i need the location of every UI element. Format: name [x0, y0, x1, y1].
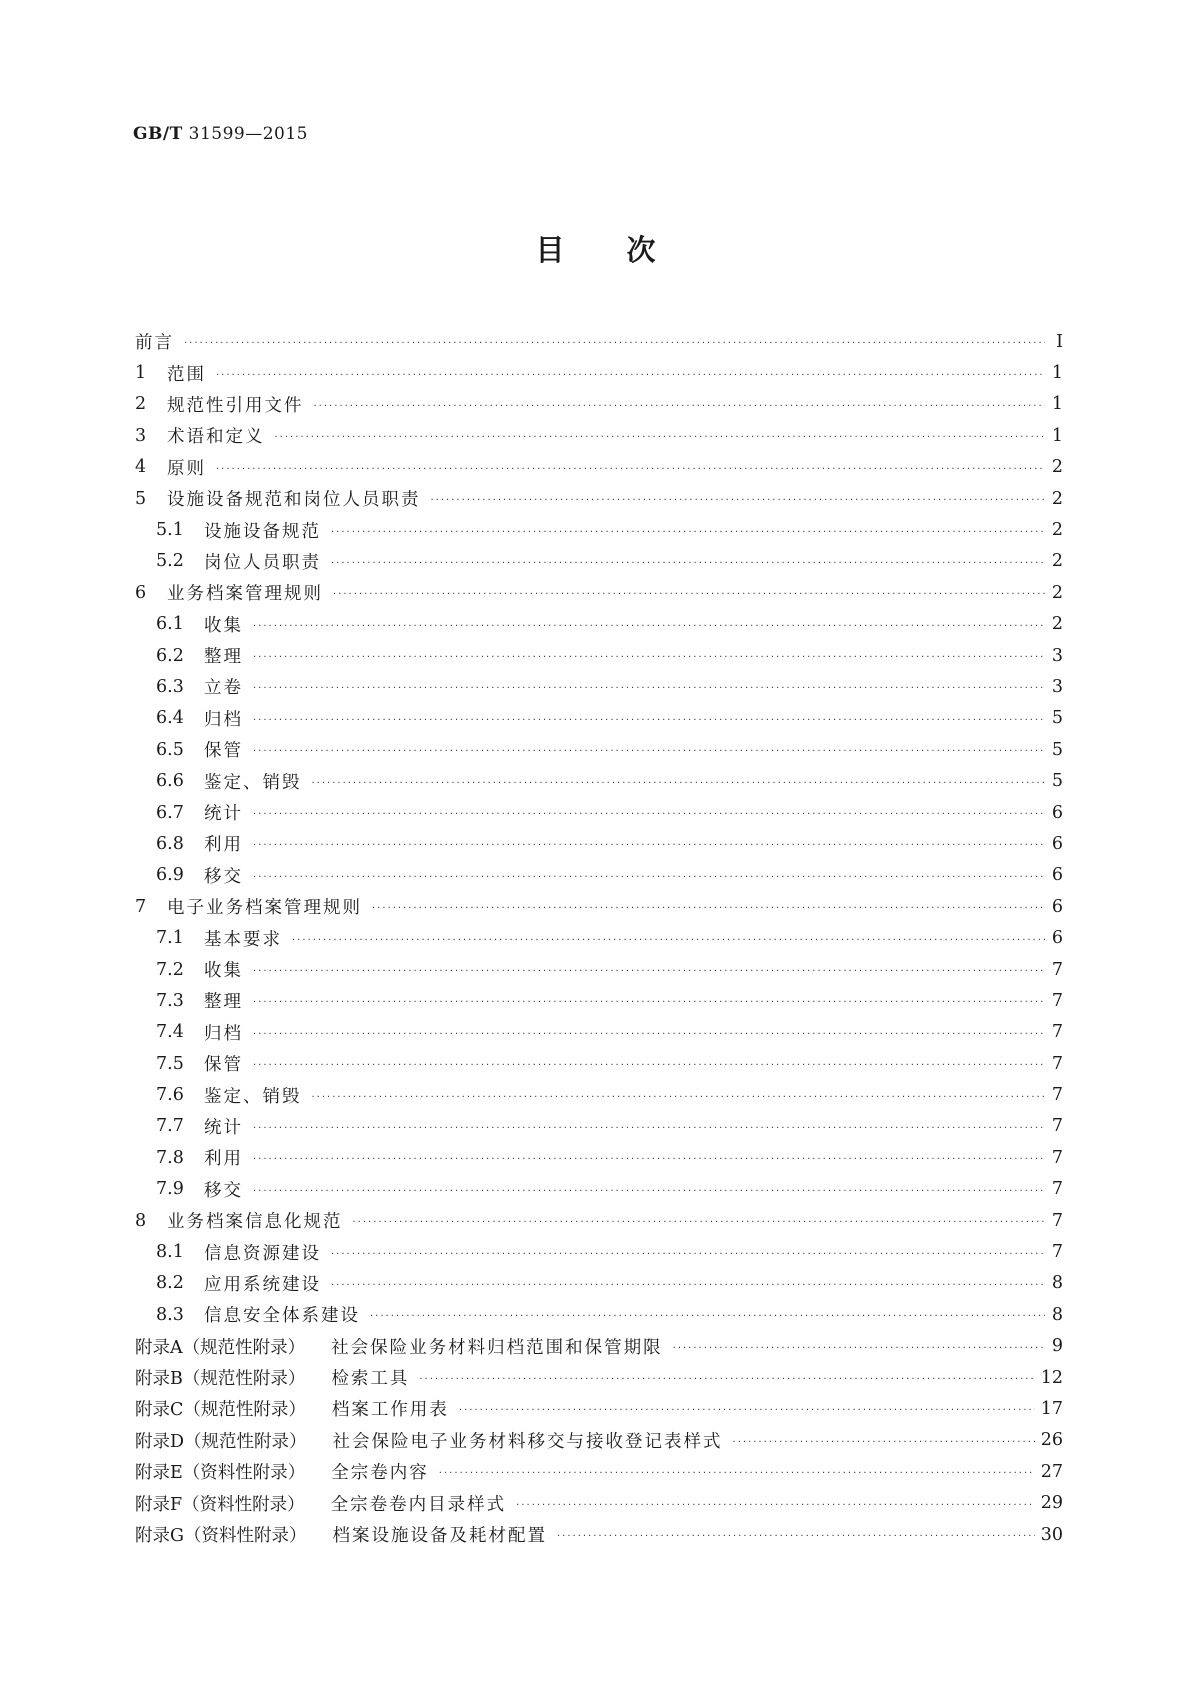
- table-of-contents: [135, 326, 1063, 1550]
- toc-annex-label: 附录C: [135, 1400, 184, 1421]
- toc-entry[interactable]: [135, 860, 1063, 891]
- toc-entry[interactable]: [135, 1079, 1063, 1110]
- toc-annex-type: （资料性附录）: [183, 1526, 307, 1547]
- toc-entry[interactable]: [135, 389, 1063, 420]
- toc-entry-title: 检索工具: [331, 1369, 410, 1390]
- toc-entry-number: 6.6: [156, 771, 184, 792]
- toc-dot-leader: [253, 809, 1045, 820]
- toc-entry-number: 1: [135, 363, 147, 384]
- toc-entry-title: 鉴定、销毁: [204, 772, 302, 793]
- toc-entry[interactable]: [135, 954, 1063, 985]
- standard-prefix: GB/T: [133, 124, 183, 144]
- toc-entry-number: 8: [135, 1210, 147, 1231]
- toc-entry-number: 7: [135, 896, 147, 917]
- toc-entry-title: 业务档案管理规则: [167, 584, 323, 605]
- toc-page-number: 1: [1051, 394, 1063, 415]
- toc-entry[interactable]: [135, 514, 1063, 545]
- toc-entry-title: 设施设备规范: [204, 521, 321, 542]
- toc-annex-label: 附录F: [135, 1494, 183, 1515]
- toc-entry-number: 8.3: [156, 1304, 184, 1325]
- toc-dot-leader: [253, 1029, 1045, 1040]
- toc-entry-title: 档案工作用表: [331, 1400, 449, 1421]
- toc-entry-title: 收集: [204, 961, 243, 981]
- toc-entry-title: 统计: [204, 804, 243, 825]
- toc-page-number: 6: [1051, 833, 1063, 854]
- toc-annex-type: （资料性附录）: [182, 1494, 305, 1515]
- toc-page-number: 2: [1051, 614, 1063, 635]
- toc-entry-title: 整理: [204, 647, 243, 668]
- toc-page-number: 2: [1051, 520, 1063, 541]
- toc-dot-leader: [331, 1249, 1045, 1260]
- toc-annex-entry[interactable]: [135, 1519, 1063, 1550]
- toc-entry-number: 7.3: [156, 990, 184, 1011]
- toc-dot-leader: [331, 1280, 1045, 1291]
- toc-entry-number: 7.1: [156, 928, 184, 949]
- toc-entry[interactable]: [135, 1111, 1063, 1142]
- toc-dot-leader: [733, 1437, 1035, 1448]
- toc-page-number: 17: [1040, 1398, 1063, 1419]
- toc-dot-leader: [312, 1092, 1046, 1103]
- toc-annex-type: （规范性附录）: [183, 1400, 306, 1421]
- toc-page-number: 6: [1051, 802, 1063, 823]
- toc-page-number: 6: [1051, 865, 1063, 886]
- toc-entry-number: 6.8: [156, 833, 184, 854]
- toc-page-number: 27: [1040, 1461, 1063, 1482]
- toc-entry[interactable]: [135, 1268, 1063, 1299]
- toc-dot-leader: [419, 1374, 1034, 1385]
- toc-entry-title: 电子业务档案管理规则: [167, 898, 362, 919]
- toc-annex-type: （资料性附录）: [182, 1463, 306, 1484]
- toc-entry-title: 归档: [204, 1023, 243, 1044]
- toc-dot-leader: [184, 338, 1045, 349]
- toc-dot-leader: [673, 1343, 1045, 1354]
- toc-entry-number: 6.3: [156, 676, 184, 697]
- toc-entry-number: 2: [135, 394, 147, 415]
- toc-entry-number: 6.2: [156, 645, 184, 666]
- toc-entry-title: 应用系统建设: [204, 1274, 321, 1295]
- toc-page-number: 2: [1051, 551, 1063, 572]
- toc-page-number: 7: [1051, 1116, 1063, 1137]
- standard-code: [133, 124, 308, 144]
- toc-page-number: 7: [1051, 1179, 1063, 1200]
- toc-entry[interactable]: [135, 891, 1063, 922]
- toc-page-number: 2: [1051, 457, 1063, 478]
- toc-entry-number: 7.6: [156, 1085, 184, 1106]
- toc-entry[interactable]: [135, 922, 1063, 953]
- toc-entry-title: 归档: [204, 709, 243, 730]
- toc-entry[interactable]: [135, 640, 1063, 671]
- toc-entry-number: 8.1: [156, 1242, 184, 1263]
- toc-entry-title: 全宗卷卷内目录样式: [330, 1494, 507, 1515]
- toc-dot-leader: [333, 589, 1045, 600]
- toc-page-number: 7: [1051, 1147, 1063, 1168]
- toc-entry-title: 立卷: [204, 678, 243, 699]
- toc-dot-leader: [253, 966, 1045, 977]
- toc-dot-leader: [331, 558, 1045, 569]
- toc-dot-leader: [253, 840, 1045, 851]
- toc-dot-leader: [431, 495, 1046, 506]
- toc-annex-entry[interactable]: [135, 1487, 1063, 1518]
- toc-dot-leader: [253, 1060, 1045, 1071]
- toc-entry-number: 5.2: [156, 551, 184, 572]
- toc-entry-number: 7.5: [156, 1053, 184, 1074]
- toc-entry[interactable]: [135, 1205, 1063, 1236]
- toc-entry-title: 设施设备规范和岗位人员职责: [167, 490, 421, 511]
- toc-dot-leader: [331, 527, 1045, 538]
- toc-entry-title: 范围: [167, 364, 206, 385]
- toc-entry-number: 5: [135, 488, 147, 509]
- toc-page-number: 6: [1051, 896, 1063, 917]
- toc-entry-title: 统计: [204, 1117, 243, 1138]
- toc-annex-type: （规范性附录）: [182, 1337, 306, 1358]
- toc-entry-number: 6: [135, 582, 147, 603]
- toc-dot-leader: [253, 1154, 1045, 1165]
- toc-dot-leader: [253, 746, 1045, 757]
- toc-entry-title: 档案设施设备及耗材配置: [332, 1526, 547, 1547]
- toc-entry-number: 7.8: [156, 1147, 184, 1168]
- toc-dot-leader: [216, 370, 1045, 381]
- toc-entry-title: 保管: [204, 741, 243, 762]
- toc-page-number: 12: [1040, 1367, 1063, 1388]
- toc-annex-entry[interactable]: [135, 1331, 1063, 1362]
- toc-entry-title: 收集: [204, 615, 243, 636]
- toc-dot-leader: [516, 1500, 1035, 1511]
- toc-dot-leader: [312, 778, 1046, 789]
- toc-page-number: 2: [1051, 488, 1063, 509]
- toc-dot-leader: [372, 903, 1045, 914]
- toc-entry[interactable]: [135, 577, 1063, 608]
- toc-entry-title: 整理: [204, 992, 243, 1013]
- toc-dot-leader: [314, 401, 1046, 412]
- toc-entry[interactable]: [135, 671, 1063, 702]
- toc-entry[interactable]: [135, 609, 1063, 640]
- toc-entry[interactable]: [135, 1236, 1063, 1267]
- toc-dot-leader: [253, 997, 1045, 1008]
- toc-entry[interactable]: [135, 357, 1063, 388]
- toc-entry[interactable]: [135, 828, 1063, 859]
- toc-page-number: 5: [1051, 708, 1063, 729]
- toc-entry[interactable]: [135, 326, 1063, 357]
- toc-dot-leader: [292, 935, 1045, 946]
- toc-entry[interactable]: [135, 546, 1063, 577]
- toc-entry-number: 7.4: [156, 1022, 184, 1043]
- toc-dot-leader: [253, 621, 1045, 632]
- toc-entry-title: 基本要求: [204, 929, 282, 950]
- toc-entry-title: 保管: [204, 1055, 243, 1076]
- toc-entry-title: 规范性引用文件: [167, 395, 304, 416]
- toc-page-number: 7: [1051, 959, 1063, 980]
- toc-annex-label: 附录B: [135, 1369, 183, 1390]
- toc-page-number: 6: [1051, 928, 1063, 949]
- toc-entry-title: 全宗卷内容: [331, 1463, 429, 1484]
- toc-entry-title: 信息安全体系建设: [204, 1306, 360, 1327]
- toc-entry[interactable]: [135, 420, 1063, 451]
- toc-annex-entry[interactable]: [135, 1393, 1063, 1424]
- toc-entry[interactable]: [135, 483, 1063, 514]
- toc-dot-leader: [253, 1186, 1045, 1197]
- toc-entry-title: 信息资源建设: [204, 1243, 321, 1264]
- toc-page-number: 8: [1051, 1304, 1063, 1325]
- toc-annex-entry[interactable]: [135, 1362, 1063, 1393]
- toc-page-number: 1: [1051, 425, 1063, 446]
- page-title: [0, 228, 1191, 269]
- toc-dot-leader: [253, 872, 1045, 883]
- toc-entry-title: 移交: [204, 866, 243, 887]
- toc-page-number: 7: [1051, 1242, 1063, 1263]
- toc-entry-title: 术语和定义: [167, 427, 265, 448]
- toc-annex-label: 附录E: [135, 1463, 183, 1484]
- toc-page-number: 30: [1040, 1524, 1063, 1545]
- toc-annex-label: 附录G: [135, 1526, 184, 1547]
- toc-entry-number: 7.9: [156, 1179, 184, 1200]
- toc-page-number: 7: [1051, 990, 1063, 1011]
- toc-entry-number: 8.2: [156, 1273, 184, 1294]
- toc-entry[interactable]: [135, 985, 1063, 1016]
- toc-entry-title: 前言: [135, 333, 174, 354]
- toc-entry-title: 业务档案信息化规范: [167, 1212, 343, 1233]
- toc-entry[interactable]: [135, 1299, 1063, 1330]
- toc-page-number: 5: [1051, 771, 1063, 792]
- toc-entry[interactable]: [135, 1017, 1063, 1048]
- toc-dot-leader: [216, 464, 1045, 475]
- toc-dot-leader: [253, 1123, 1045, 1134]
- toc-annex-label: 附录D: [135, 1431, 185, 1452]
- toc-entry-number: 5.1: [156, 520, 184, 541]
- toc-entry-number: 6.1: [156, 614, 184, 635]
- toc-page-number: 1: [1051, 363, 1063, 384]
- toc-entry-title: 社会保险电子业务材料移交与接收登记表样式: [332, 1431, 723, 1452]
- toc-entry-title: 鉴定、销毁: [204, 1086, 302, 1107]
- toc-entry-title: 利用: [204, 1149, 243, 1170]
- toc-annex-entry[interactable]: [135, 1425, 1063, 1456]
- toc-dot-leader: [275, 432, 1046, 443]
- toc-entry-title: 岗位人员职责: [204, 552, 321, 573]
- toc-page-number: 3: [1051, 676, 1063, 697]
- toc-entry[interactable]: [135, 1142, 1063, 1173]
- toc-page-number: 5: [1051, 739, 1063, 760]
- toc-entry[interactable]: [135, 703, 1063, 734]
- toc-dot-leader: [253, 652, 1045, 663]
- toc-dot-leader: [253, 683, 1045, 694]
- toc-entry-title: 原则: [167, 458, 206, 479]
- toc-page-number: 7: [1051, 1053, 1063, 1074]
- toc-entry[interactable]: [135, 734, 1063, 765]
- toc-page-number: 7: [1051, 1022, 1063, 1043]
- toc-entry-title: 移交: [204, 1180, 243, 1201]
- toc-annex-type: （规范性附录）: [184, 1431, 307, 1452]
- toc-entry-number: 6.4: [156, 708, 184, 729]
- toc-entry[interactable]: [135, 1048, 1063, 1079]
- toc-entry-number: 7.7: [156, 1116, 184, 1137]
- toc-page-number: 2: [1051, 582, 1063, 603]
- toc-entry-number: 3: [135, 425, 147, 446]
- toc-entry-number: 7.2: [156, 959, 184, 980]
- toc-entry-number: 6.9: [156, 865, 184, 886]
- toc-dot-leader: [353, 1217, 1046, 1228]
- toc-page-number: 9: [1051, 1336, 1063, 1357]
- title-char-2: 次: [626, 233, 656, 267]
- toc-page-number: 8: [1051, 1273, 1063, 1294]
- toc-entry[interactable]: [135, 797, 1063, 828]
- toc-entry-title: 利用: [204, 835, 243, 856]
- title-char-1: 目: [535, 233, 565, 267]
- toc-dot-leader: [557, 1531, 1035, 1542]
- toc-entry[interactable]: [135, 452, 1063, 483]
- standard-number: 31599—2015: [188, 124, 308, 144]
- toc-entry-number: 6.5: [156, 739, 184, 760]
- toc-page-number: 29: [1040, 1493, 1063, 1514]
- toc-annex-type: （规范性附录）: [182, 1369, 306, 1390]
- toc-entry-number: 6.7: [156, 802, 184, 823]
- toc-dot-leader: [253, 715, 1045, 726]
- toc-annex-label: 附录A: [135, 1337, 183, 1358]
- toc-annex-entry[interactable]: [135, 1456, 1063, 1487]
- toc-dot-leader: [439, 1468, 1035, 1479]
- toc-entry-title: 社会保险业务材料归档范围和保管期限: [331, 1337, 663, 1358]
- toc-entry[interactable]: [135, 765, 1063, 796]
- toc-page-number: 3: [1051, 645, 1063, 666]
- toc-page-number: 7: [1051, 1210, 1063, 1231]
- toc-page-number: Ⅰ: [1056, 331, 1063, 352]
- toc-page-number: 26: [1040, 1430, 1063, 1451]
- toc-entry[interactable]: [135, 1174, 1063, 1205]
- toc-dot-leader: [459, 1405, 1035, 1416]
- toc-entry-number: 4: [135, 457, 147, 478]
- toc-page-number: 7: [1051, 1085, 1063, 1106]
- toc-dot-leader: [370, 1311, 1045, 1322]
